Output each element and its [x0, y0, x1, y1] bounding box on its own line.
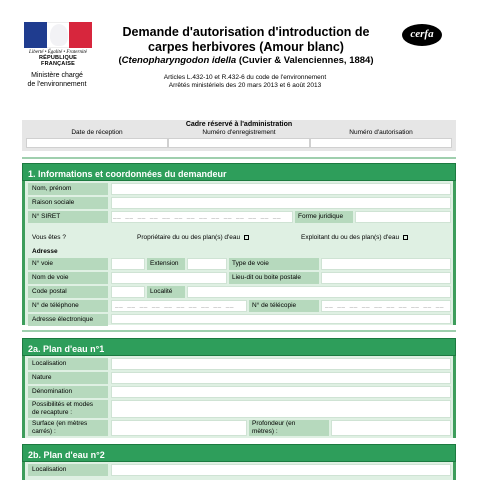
- city-field[interactable]: [187, 286, 451, 298]
- operator-checkbox[interactable]: [403, 235, 408, 240]
- legal-references: Articles L.432-10 et R.432-6 du code de l'environnement Arrêtés ministériels des 20 mars 2013 et 6 août 2013: [163, 74, 327, 89]
- siret-label: N° SIRET: [28, 211, 108, 223]
- cerfa-logo: cerfa: [402, 24, 442, 46]
- registration-number-label: Numéro d'enregistrement: [202, 129, 276, 136]
- nature-label: Nature: [28, 372, 108, 384]
- admin-title: Cadre réservé à l'administration: [185, 121, 293, 128]
- surface-field[interactable]: [111, 420, 247, 436]
- owner-checkbox[interactable]: [244, 235, 249, 240]
- street-name-field[interactable]: [111, 272, 227, 284]
- locality-field[interactable]: [321, 272, 451, 284]
- name-field[interactable]: [111, 183, 451, 195]
- registration-number-field[interactable]: [168, 138, 310, 148]
- location-field[interactable]: [111, 358, 451, 370]
- owner-option[interactable]: Propriétaire du ou des plan(s) d'eau: [137, 234, 249, 242]
- republique-francaise-logo: [22, 22, 94, 66]
- street-number-field[interactable]: [111, 258, 145, 270]
- operator-option[interactable]: Exploitant du ou des plan(s) d'eau: [301, 234, 408, 242]
- form-title: Demande d'autorisation d'introduction de carpes herbivores (Amour blanc): [122, 25, 370, 54]
- phone-dashes: __ __ __ __ __ __ __ __ __ __: [115, 302, 234, 309]
- street-type-label: Type de voie: [229, 258, 319, 270]
- email-field[interactable]: [111, 314, 451, 324]
- reception-date-field[interactable]: [26, 138, 168, 148]
- legal-form-label: Forme juridique: [295, 211, 353, 223]
- recapture-label: Possibilités et modes de recapture :: [28, 400, 108, 418]
- section-1-header: 1. Informations et coordonnées du demandeur: [22, 163, 456, 181]
- extension-label: Extension: [147, 258, 185, 270]
- locality-label: Lieu-dit ou boite postale: [229, 272, 319, 284]
- company-field[interactable]: [111, 197, 451, 209]
- city-label: Localité: [147, 286, 185, 298]
- section-2a-header: 2a. Plan d'eau n°1: [22, 338, 456, 356]
- siret-dashes: __ __ __ __ __ __ __ __ __ __ __ __ __ __: [113, 213, 282, 220]
- address-heading: Adresse: [32, 248, 58, 255]
- denomination-field[interactable]: [111, 386, 451, 398]
- ministry-label: Ministère chargé de l'environnement: [27, 72, 87, 88]
- species-name: (Ctenopharyngodon idella (Cuvier & Valenciennes, 1884): [118, 55, 374, 66]
- location-label: Localisation: [28, 358, 108, 370]
- recapture-field[interactable]: [111, 400, 451, 418]
- fax-dashes: __ __ __ __ __ __ __ __ __ __: [325, 302, 444, 309]
- location-field-2b[interactable]: [111, 464, 451, 476]
- authorization-number-label: Numéro d'autorisation: [349, 129, 413, 136]
- section-2b-header: 2b. Plan d'eau n°2: [22, 444, 456, 462]
- divider: [22, 330, 456, 332]
- postal-code-field[interactable]: [111, 286, 145, 298]
- street-name-label: Nom de voie: [28, 272, 108, 284]
- authorization-number-field[interactable]: [310, 138, 452, 148]
- section-2a-body: [22, 356, 456, 438]
- street-number-label: N° voie: [28, 258, 108, 270]
- section-1-body: [22, 181, 456, 325]
- company-label: Raison sociale: [28, 197, 108, 209]
- email-label: Adresse électronique: [28, 314, 108, 326]
- depth-label: Profondeur (en mètres) :: [249, 420, 329, 436]
- postal-code-label: Code postal: [28, 286, 108, 298]
- fax-label: N° de télécopie: [249, 300, 319, 312]
- you-are-label: Vous êtes ?: [32, 234, 66, 241]
- phone-label: N° de téléphone: [28, 300, 108, 312]
- surface-label: Surface (en mètres carrés) :: [28, 420, 108, 436]
- marianne-icon: [50, 24, 68, 46]
- street-type-field[interactable]: [321, 258, 451, 270]
- republic-label: RÉPUBLIQUE FRANÇAISE: [38, 55, 78, 67]
- section-2b-body: [22, 462, 456, 480]
- motto: Liberté • Égalité • Fraternité: [29, 50, 87, 55]
- extension-field[interactable]: [187, 258, 227, 270]
- location-label-2b: Localisation: [28, 464, 108, 476]
- depth-field[interactable]: [331, 420, 451, 436]
- admin-reserved-box: [22, 120, 456, 151]
- divider: [22, 157, 456, 159]
- name-label: Nom, prénom: [28, 183, 108, 195]
- nature-field[interactable]: [111, 372, 451, 384]
- legal-form-field[interactable]: [355, 211, 451, 223]
- reception-date-label: Date de réception: [71, 129, 123, 136]
- form-header: [0, 0, 480, 100]
- denomination-label: Dénomination: [28, 386, 108, 398]
